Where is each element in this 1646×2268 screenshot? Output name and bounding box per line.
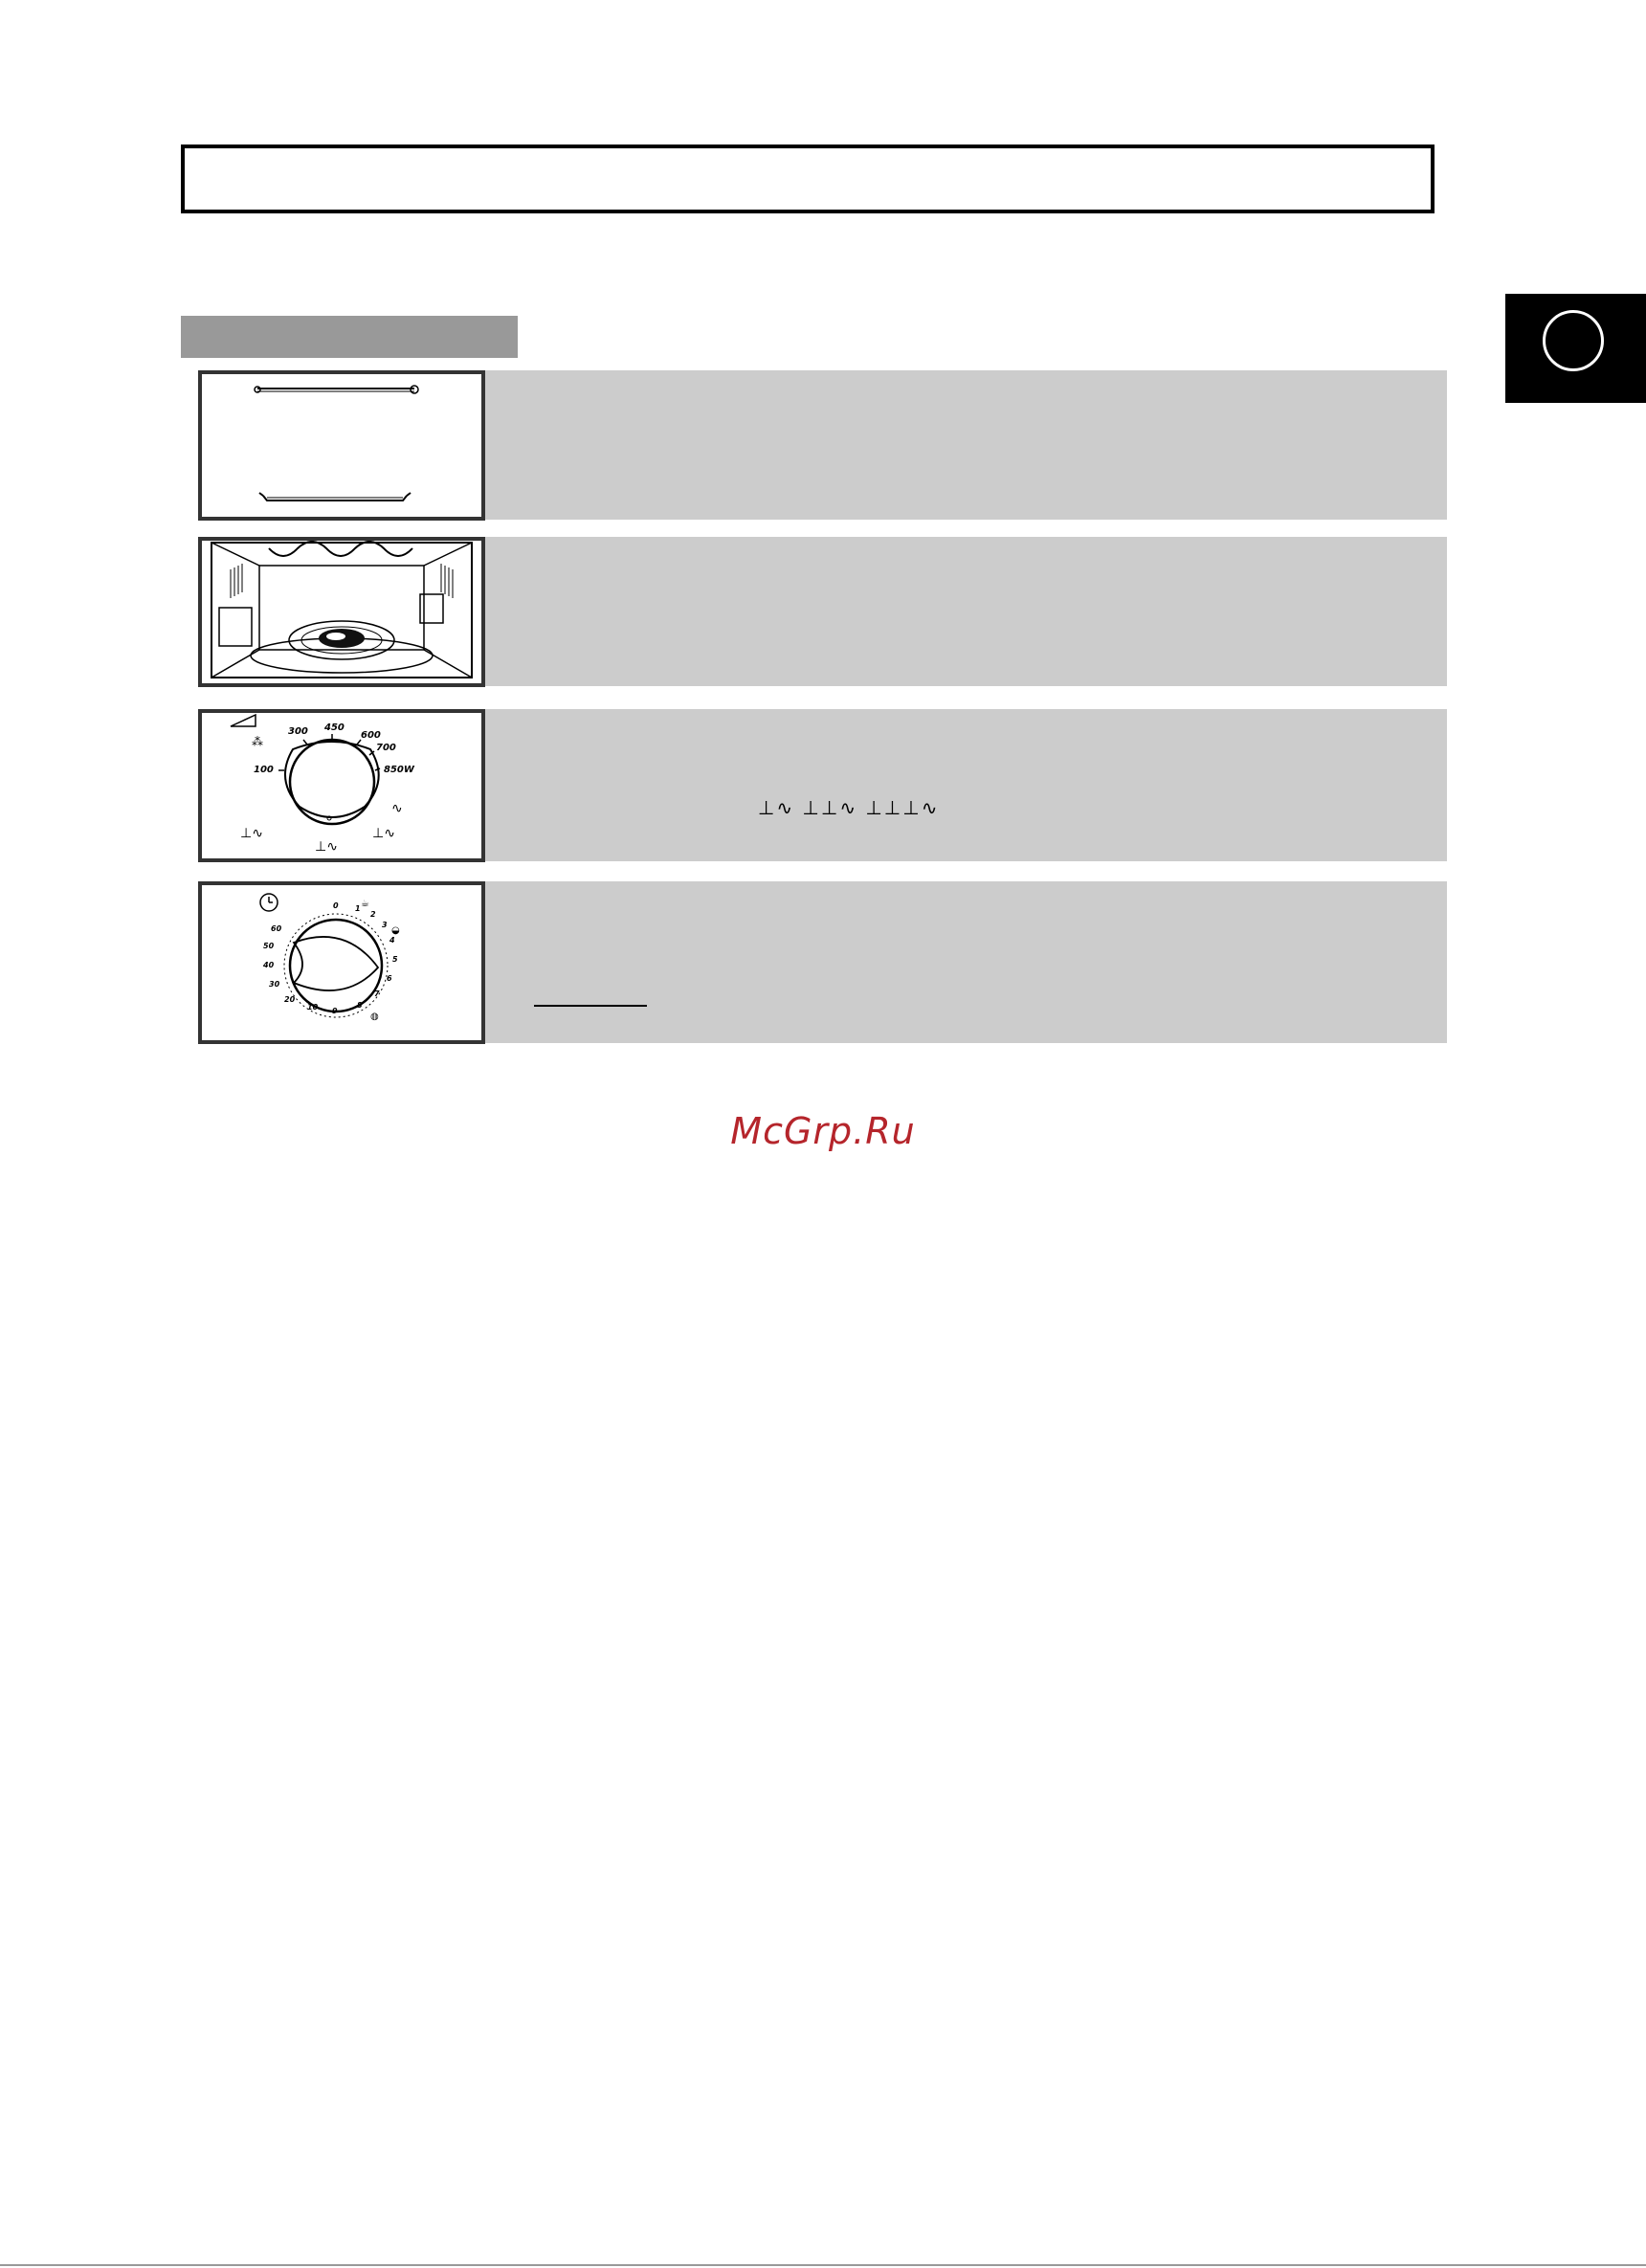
timer-label-0: 0 — [333, 901, 339, 910]
dish-icon: ◒ — [391, 925, 400, 936]
defrost-icon: ⁂ — [252, 735, 263, 748]
timer-label-9: 9 — [332, 1007, 338, 1015]
meal-icon: ◍ — [370, 1012, 379, 1022]
timer-label-20: 20 — [284, 995, 296, 1004]
timer-label-1: 1 — [355, 904, 361, 913]
dial-power-label-600: 600 — [361, 730, 381, 741]
timer-label-10: 10 — [307, 1003, 319, 1012]
timer-label-50: 50 — [263, 942, 275, 950]
watermark: McGrp.Ru — [730, 1110, 916, 1152]
dial-power-label-450: 450 — [324, 723, 345, 733]
timer-dial-illustration — [198, 881, 485, 1044]
grill-rack-icon — [202, 374, 481, 517]
timer-label-40: 40 — [263, 961, 275, 969]
row-band-timer — [482, 881, 1447, 1043]
timer-label-6: 6 — [387, 974, 392, 983]
cup-icon: ☕ — [361, 899, 369, 909]
language-tab — [1505, 294, 1646, 403]
row-band-accessories — [482, 370, 1447, 520]
accessories-illustration — [198, 370, 485, 521]
timer-label-7: 7 — [374, 989, 380, 998]
bottom-rule — [0, 2264, 1646, 2266]
row-band-oven — [482, 537, 1447, 686]
timer-dial-icon — [202, 885, 481, 1040]
dial-power-label-300: 300 — [288, 726, 308, 737]
language-circle-icon — [1543, 310, 1604, 371]
dial-power-label-700: 700 — [376, 743, 396, 753]
grill-icon: ∿ — [391, 801, 403, 816]
grill-combi-icon-bottom: ⊥∿ — [315, 839, 338, 855]
timer-label-3: 3 — [382, 921, 388, 929]
oven-cavity-icon — [202, 541, 481, 683]
timer-underline — [534, 1005, 647, 1007]
grill-combi-icon-right: ⊥∿ — [372, 826, 395, 841]
timer-label-2: 2 — [370, 910, 376, 919]
dial-power-label-850w: 850W — [384, 765, 414, 775]
grill-combi-icon-left: ⊥∿ — [240, 826, 263, 841]
oven-interior-illustration — [198, 537, 485, 687]
timer-label-5: 5 — [392, 955, 398, 964]
row-band-power — [482, 709, 1447, 861]
title-box — [181, 145, 1435, 213]
timer-label-8: 8 — [357, 1001, 363, 1010]
timer-label-30: 30 — [269, 980, 280, 989]
power-dial-illustration — [198, 709, 485, 862]
dial-power-label-100: 100 — [254, 765, 274, 775]
power-dial-icon — [202, 713, 481, 858]
timer-label-60: 60 — [271, 924, 282, 933]
section-header-bar — [181, 316, 518, 358]
timer-label-4: 4 — [389, 936, 395, 945]
power-mode-symbols: ⊥∿ ⊥⊥∿ ⊥⊥⊥∿ — [758, 796, 940, 819]
